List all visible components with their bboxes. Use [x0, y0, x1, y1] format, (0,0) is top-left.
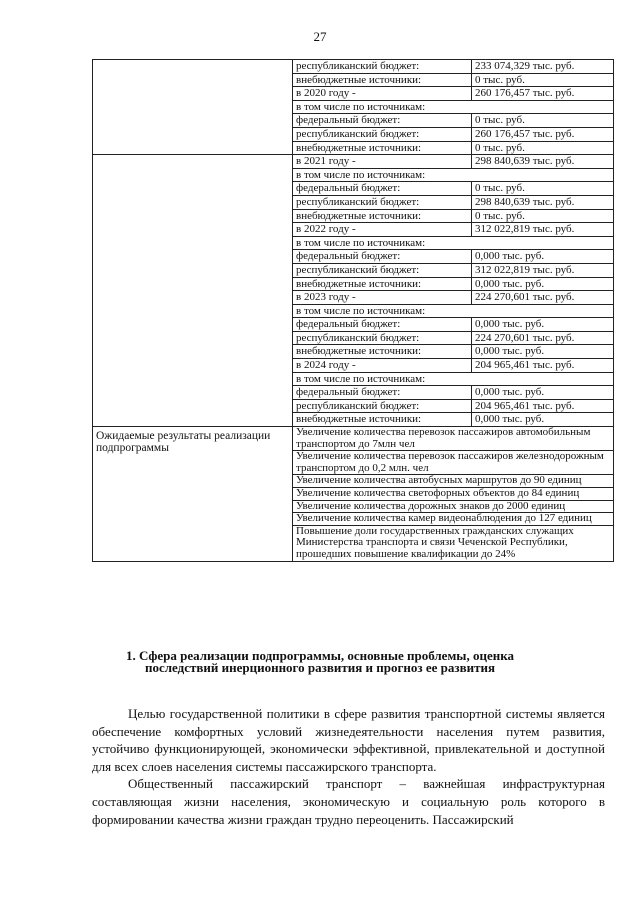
- financing-value: 204 965,461 тыс. руб.: [472, 359, 614, 373]
- financing-value: 224 270,601 тыс. руб.: [472, 291, 614, 305]
- expected-result-item: Увеличение количества перевозок пассажиров железнодорожным транспортом до 0,2 млн. чел: [293, 451, 613, 475]
- expected-result-item: Увеличение количества камер видеонаблюдения до 127 единиц: [293, 513, 613, 526]
- financing-value: 0 тыс. руб.: [472, 182, 614, 196]
- empty-label-cell: [93, 155, 293, 427]
- financing-subtable: [293, 60, 613, 154]
- financing-label: внебюджетные источники:: [293, 277, 472, 291]
- financing-row: [293, 291, 613, 305]
- financing-label: внебюджетные источники:: [293, 209, 472, 223]
- financing-label: федеральный бюджет:: [293, 182, 472, 196]
- financing-row: [293, 100, 613, 114]
- expected-results-label: Ожидаемые результаты реализации подпрограммы: [93, 427, 293, 562]
- expected-result-item: Увеличение количества автобусных маршрутов до 90 единиц: [293, 475, 613, 488]
- table-row: [93, 60, 614, 155]
- empty-label-cell: [93, 60, 293, 155]
- financing-value: 260 176,457 тыс. руб.: [472, 127, 614, 141]
- financing-value: 312 022,819 тыс. руб.: [472, 263, 614, 277]
- page-number: 27: [313, 29, 327, 44]
- financing-row: [293, 359, 613, 373]
- financing-label: внебюджетные источники:: [293, 141, 472, 154]
- financing-value: 0,000 тыс. руб.: [472, 318, 614, 332]
- financing-label: в том числе по источникам:: [293, 168, 613, 182]
- financing-row: [293, 304, 613, 318]
- financing-label: в 2021 году -: [293, 155, 472, 168]
- financing-label: в 2023 году -: [293, 291, 472, 305]
- financing-value: 0,000 тыс. руб.: [472, 277, 614, 291]
- financing-row: [293, 141, 613, 154]
- financing-label: внебюджетные источники:: [293, 413, 472, 426]
- financing-label: федеральный бюджет:: [293, 250, 472, 264]
- financing-row: [293, 209, 613, 223]
- financing-value: 0 тыс. руб.: [472, 73, 614, 87]
- financing-label: республиканский бюджет:: [293, 263, 472, 277]
- passport-table: [92, 59, 614, 562]
- financing-row: [293, 223, 613, 237]
- table-row: [93, 427, 614, 562]
- financing-value: 0,000 тыс. руб.: [472, 345, 614, 359]
- financing-label: в 2022 году -: [293, 223, 472, 237]
- financing-value: 204 965,461 тыс. руб.: [472, 399, 614, 413]
- expected-result-item: Увеличение количества перевозок пассажиров автомобильным транспортом до 7млн чел: [293, 427, 613, 451]
- financing-label: в том числе по источникам:: [293, 236, 613, 250]
- financing-value: 0,000 тыс. руб.: [472, 386, 614, 400]
- financing-row: [293, 195, 613, 209]
- financing-row: [293, 318, 613, 332]
- body-text: [92, 705, 605, 828]
- financing-label: республиканский бюджет:: [293, 60, 472, 73]
- financing-row: [293, 250, 613, 264]
- financing-label: республиканский бюджет:: [293, 195, 472, 209]
- financing-row: [293, 114, 613, 128]
- financing-label: в 2024 году -: [293, 359, 472, 373]
- financing-row: [293, 168, 613, 182]
- paragraph: Общественный пассажирский транспорт – важнейшая инфраструктурная составляющая жизни населения, экономическую и социальную роль которого в формировании качества жизни граждан трудно переоценить. Пассажирский: [92, 776, 605, 827]
- financing-label: внебюджетные источники:: [293, 345, 472, 359]
- financing-label: внебюджетные источники:: [293, 73, 472, 87]
- financing-row: [293, 263, 613, 277]
- financing-cell: [293, 60, 614, 155]
- financing-value: 312 022,819 тыс. руб.: [472, 223, 614, 237]
- financing-value: 224 270,601 тыс. руб.: [472, 331, 614, 345]
- financing-row: [293, 372, 613, 386]
- expected-results-cell: [293, 427, 614, 562]
- expected-result-item: Увеличение количества светофорных объектов до 84 единиц: [293, 488, 613, 501]
- financing-value: 260 176,457 тыс. руб.: [472, 87, 614, 101]
- table-row: [93, 155, 614, 427]
- financing-value: 298 840,639 тыс. руб.: [472, 155, 614, 168]
- financing-row: [293, 399, 613, 413]
- financing-row: [293, 331, 613, 345]
- financing-row: [293, 236, 613, 250]
- financing-row: [293, 345, 613, 359]
- financing-row: [293, 60, 613, 73]
- expected-results-list: [293, 427, 613, 561]
- financing-row: [293, 73, 613, 87]
- financing-cell: [293, 155, 614, 427]
- financing-value: 0 тыс. руб.: [472, 209, 614, 223]
- financing-label: республиканский бюджет:: [293, 331, 472, 345]
- financing-label: федеральный бюджет:: [293, 386, 472, 400]
- financing-subtable: [293, 155, 613, 426]
- expected-result-item: Повышение доли государственных гражданских служащих Министерства транспорта и связи Чеченской Республики, прошедших повышение квалификации до 24%: [296, 524, 574, 560]
- financing-label: в том числе по источникам:: [293, 100, 613, 114]
- financing-row: [293, 386, 613, 400]
- financing-value: 0 тыс. руб.: [472, 114, 614, 128]
- financing-row: [293, 87, 613, 101]
- financing-label: федеральный бюджет:: [293, 114, 472, 128]
- financing-value: 0 тыс. руб.: [475, 141, 525, 154]
- financing-label: республиканский бюджет:: [293, 127, 472, 141]
- financing-row: [293, 155, 613, 168]
- financing-row: [293, 413, 613, 426]
- financing-label: в том числе по источникам:: [293, 304, 613, 318]
- financing-label: в том числе по источникам:: [293, 372, 613, 386]
- expected-result-item: Увеличение количества дорожных знаков до 2000 единиц: [293, 501, 613, 514]
- financing-row: [293, 127, 613, 141]
- financing-row: [293, 277, 613, 291]
- financing-value: 0,000 тыс. руб.: [475, 413, 545, 426]
- financing-value: 0,000 тыс. руб.: [472, 250, 614, 264]
- financing-value: 233 074,329 тыс. руб.: [472, 60, 614, 73]
- financing-label: в 2020 году -: [293, 87, 472, 101]
- paragraph: Целью государственной политики в сфере развития транспортной системы является обеспечение комфортных условий жизнедеятельности населения путем развития, устойчиво функционирующей, экономически эффективной, привлекательной и доступной для всех слоев населения системы пассажирского транспорта.: [92, 706, 605, 774]
- financing-label: федеральный бюджет:: [293, 318, 472, 332]
- financing-row: [293, 182, 613, 196]
- financing-label: республиканский бюджет:: [293, 399, 472, 413]
- section-heading: 1. Сфера реализации подпрограммы, основные проблемы, оценка последствий инерционного развития и прогноз ее развития: [125, 648, 514, 675]
- financing-value: 298 840,639 тыс. руб.: [472, 195, 614, 209]
